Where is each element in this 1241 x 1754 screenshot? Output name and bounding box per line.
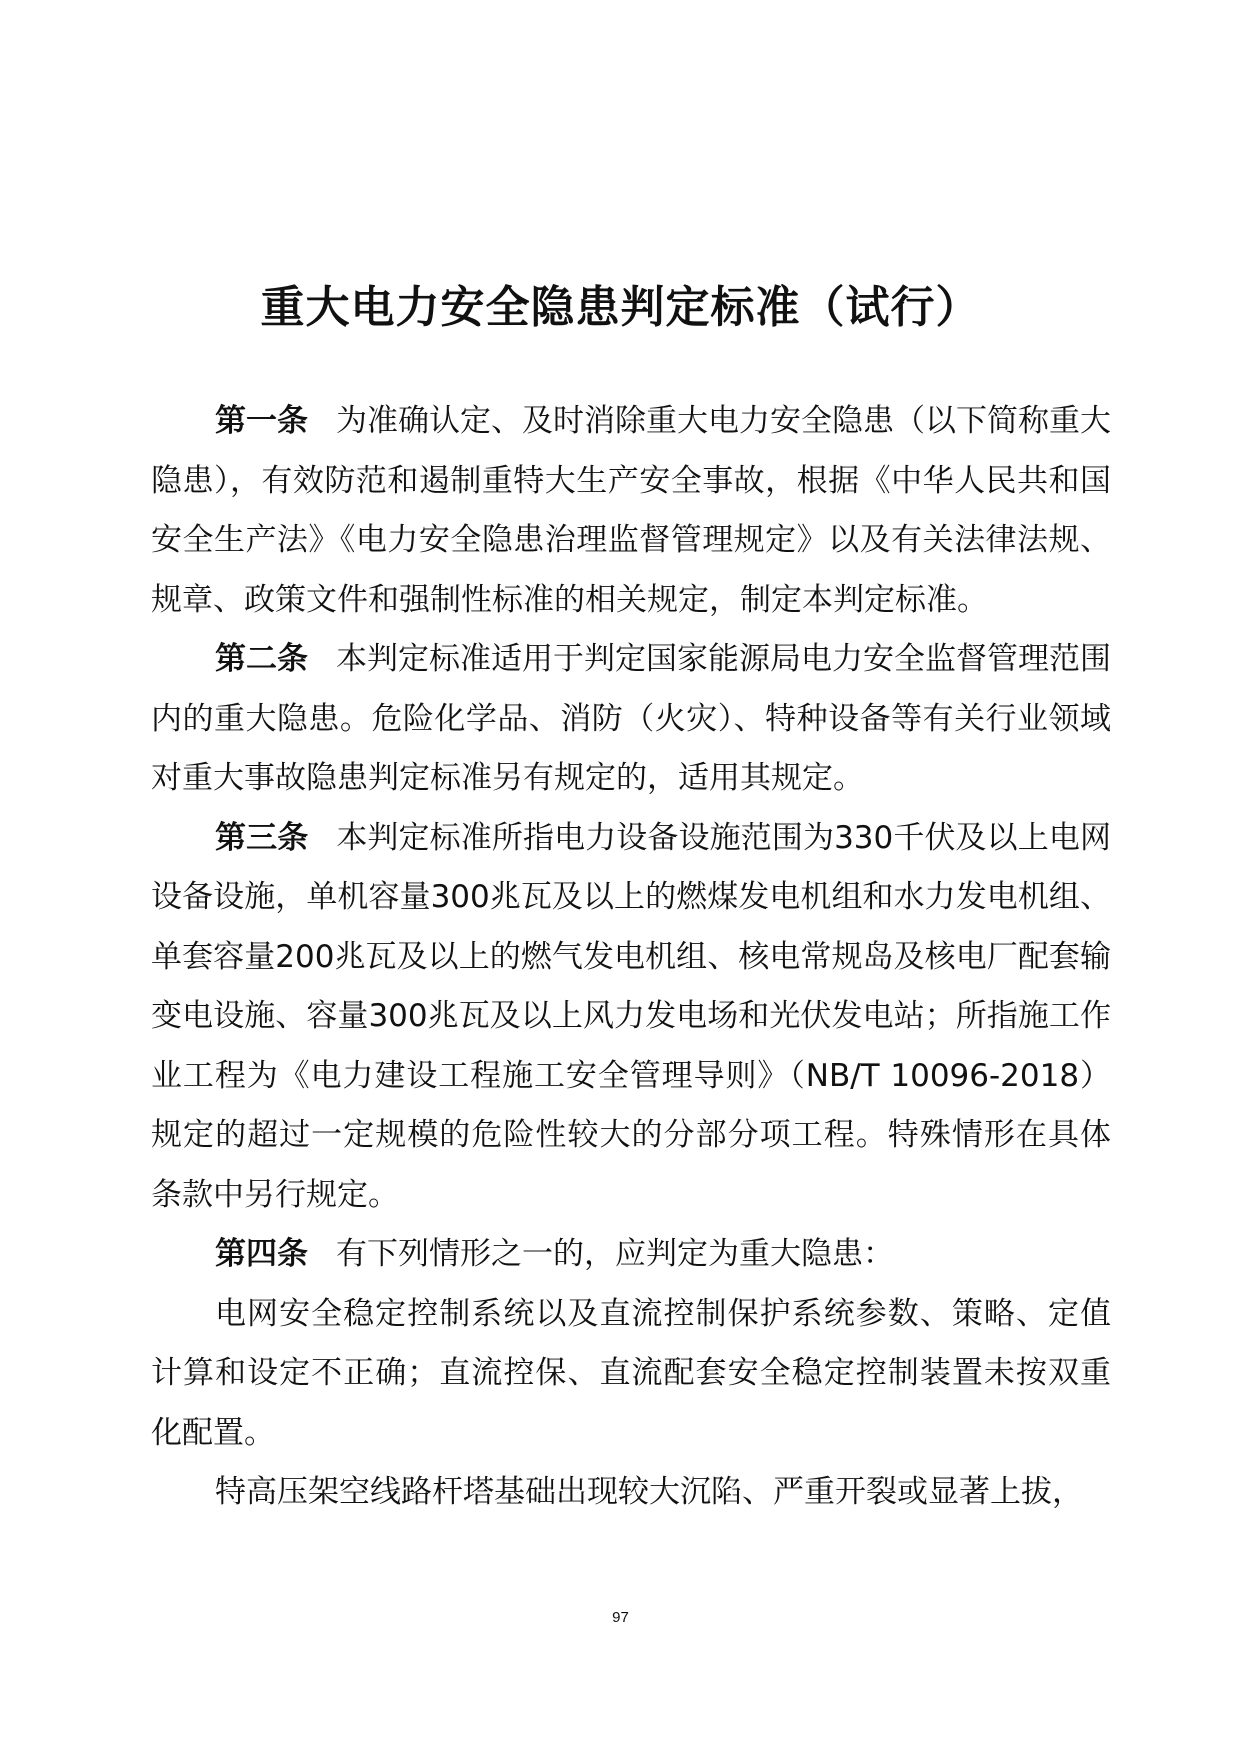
article-text: 本判定标准适用于判定国家能源局电力安全监督管理范围内的重大隐患。危险化学品、消防（火灾）、特种设备等有关行业领域对重大事故隐患判定标准另有规定的，适用其规定。 bbox=[151, 641, 1111, 796]
article-4-item-1 bbox=[151, 1285, 1111, 1464]
page-number: 97 bbox=[612, 1609, 629, 1626]
article-2 bbox=[151, 630, 1111, 809]
document-body bbox=[151, 392, 1111, 1523]
article-4 bbox=[151, 1225, 1111, 1285]
article-text: 本判定标准所指电力设备设施范围为330千伏及以上电网设备设施，单机容量300兆瓦及以上的燃煤发电机组和水力发电机组、单套容量200兆瓦及以上的燃气发电机组、核电常规岛及核电厂配套输变电设施、容量300兆瓦及以上风力发电场和光伏发电站；所指施工作业工程为《电力建设工程施工安全管理导则》（NB/T 10096-2018）规定的超过一定规模的危险性较大的分部分项工程。特殊情形在具体条款中另行规定。 bbox=[151, 819, 1111, 1213]
item-text: 特高压架空线路杆塔基础出现较大沉陷、严重开裂或显著上拔， bbox=[215, 1474, 1083, 1510]
document-title: 重大电力安全隐患判定标准（试行） bbox=[260, 282, 981, 333]
article-label: 第三条 bbox=[215, 819, 309, 856]
article-label: 第四条 bbox=[215, 1236, 308, 1272]
article-label: 第一条 bbox=[215, 403, 308, 439]
article-text: 为准确认定、及时消除重大电力安全隐患（以下简称重大隐患），有效防范和遏制重特大生产安全事故，根据《中华人民共和国安全生产法》《电力安全隐患治理监督管理规定》以及有关法律法规、规章、政策文件和强制性标准的相关规定，制定本判定标准。 bbox=[151, 403, 1111, 618]
article-text: 有下列情形之一的，应判定为重大隐患： bbox=[336, 1236, 894, 1272]
article-3 bbox=[151, 809, 1111, 1226]
article-label: 第二条 bbox=[215, 641, 308, 677]
item-text: 电网安全稳定控制系统以及直流控制保护系统参数、策略、定值计算和设定不正确；直流控保、直流配套安全稳定控制装置未按双重化配置。 bbox=[151, 1295, 1111, 1451]
article-4-item-2 bbox=[151, 1463, 1111, 1523]
article-1 bbox=[151, 392, 1111, 630]
